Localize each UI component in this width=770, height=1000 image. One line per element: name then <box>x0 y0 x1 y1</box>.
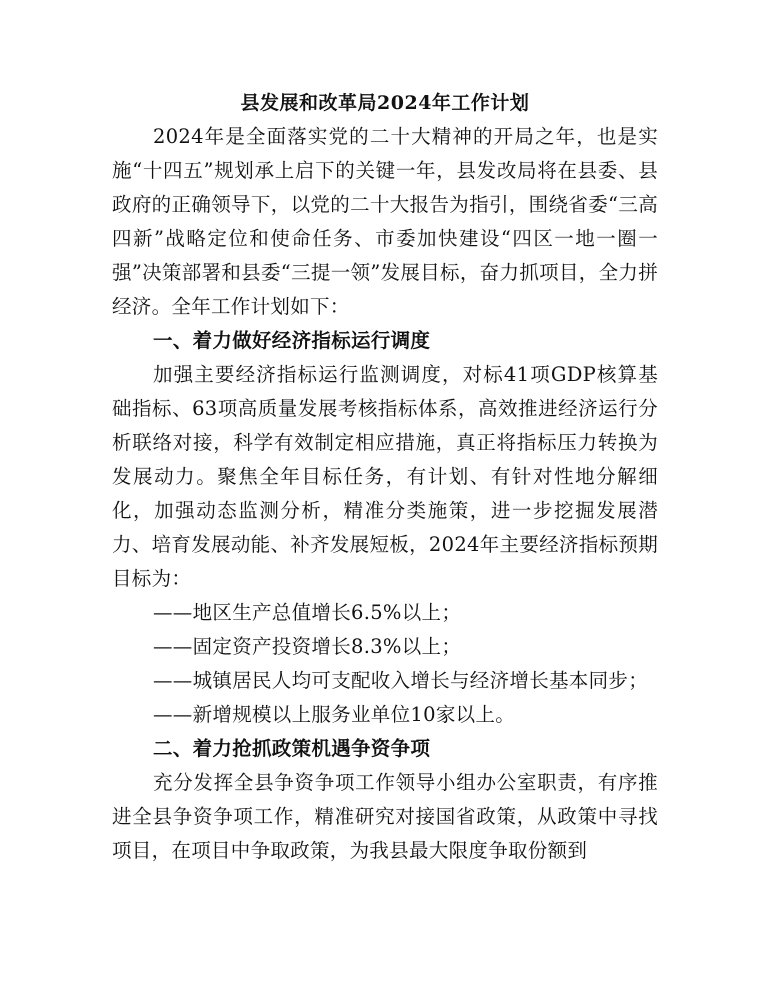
target-item: ——城镇居民人均可支配收入增长与经济增长基本同步； <box>153 669 649 692</box>
document-title: 县发展和改革局2024年工作计划 <box>240 92 530 114</box>
document-page <box>112 86 658 868</box>
section-body-2: 充分发挥全县争资争项工作领导小组办公室职责，有序推进全县争资争项工作，精准研究对接国省政策，从政策中寻找项目，在项目中争取政策，为我县最大限度争取份额到 <box>112 771 658 862</box>
target-item: ——固定资产投资增长8.3%以上； <box>153 635 462 658</box>
section-heading-2: 二、着力抢抓政策机遇争资争项 <box>153 737 431 760</box>
section-body-1: 加强主要经济指标运行监测调度，对标41项GDP核算基础指标、63项高质量发展考核指标体系，高效推进经济运行分析联络对接，科学有效制定相应措施，真正将指标压力转换为发展动力。聚焦全年目标任务，有计划、有针对性地分解细化，加强动态监测分析，精准分类施策，进一步挖掘发展潜力、培育发展动能、补齐发展短板，2024年主要经济指标预期目标为： <box>112 363 658 590</box>
target-item: ——地区生产总值增长6.5%以上； <box>153 601 462 624</box>
target-item: ——新增规模以上服务业单位10家以上。 <box>153 703 516 726</box>
section-heading-1: 一、着力做好经济指标运行调度 <box>153 329 431 352</box>
intro-paragraph: 2024年是全面落实党的二十大精神的开局之年，也是实施“十四五”规划承上启下的关键一年，县发改局将在县委、县政府的正确领导下，以党的二十大报告为指引，围绕省委“三高四新”战略定位和使命任务、市委加快建设“四区一地一圈一强”决策部署和县委“三提一领”发展目标，奋力抓项目，全力拼经济。全年工作计划如下： <box>112 125 658 318</box>
